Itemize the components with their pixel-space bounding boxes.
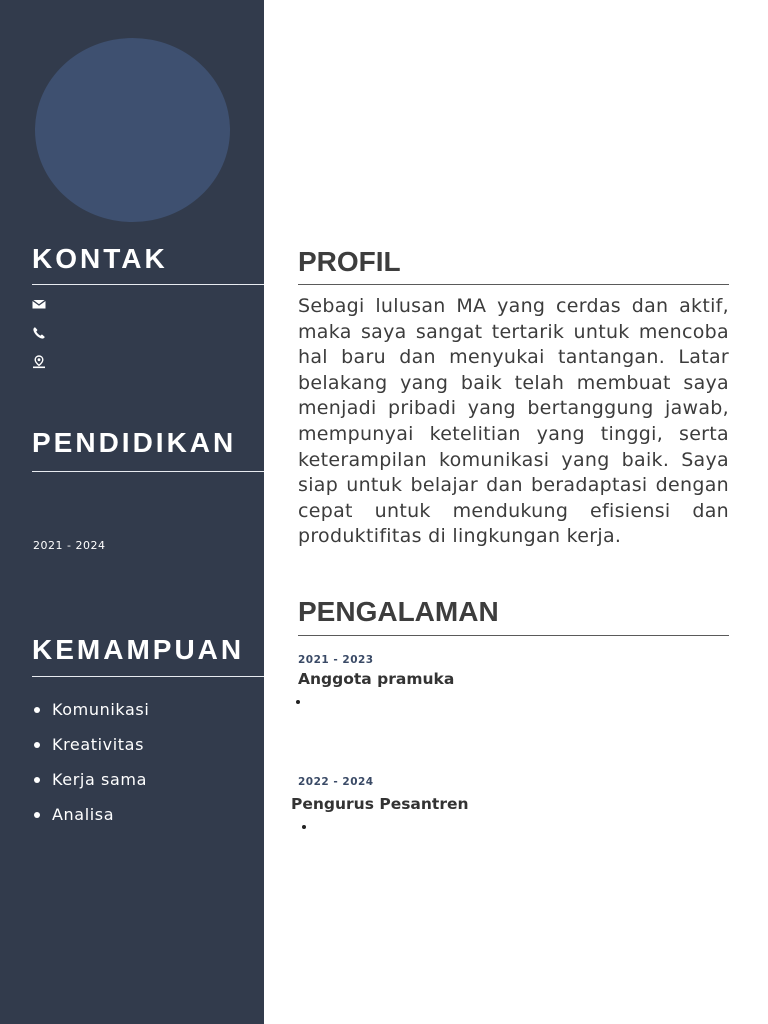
experience-divider <box>298 635 729 636</box>
skills-heading: KEMAMPUAN <box>32 634 245 665</box>
experience-title: Pengurus Pesantren <box>291 795 469 813</box>
experience-heading: PENGALAMAN <box>298 596 499 627</box>
location-pin-icon <box>32 355 46 369</box>
skill-item: Komunikasi <box>32 697 149 732</box>
experience-years: 2022 - 2024 <box>298 776 374 788</box>
skill-item: Kreativitas <box>32 732 149 767</box>
skill-item: Kerja sama <box>32 767 149 802</box>
experience-bullet <box>302 825 306 829</box>
skills-list <box>32 697 149 837</box>
profile-heading: PROFIL <box>298 246 401 277</box>
contact-heading: KONTAK <box>32 243 168 274</box>
profile-paragraph: Sebagi lulusan MA yang cerdas dan aktif, maka saya sangat tertarik untuk mencoba hal baru dan menyukai tantangan. Latar belakang yang baik telah membuat saya menjadi pribadi yang bertanggung jawab, mempunyai ketelitian yang tinggi, serta keterampilan komunikasi yang baik. Saya siap untuk belajar dan beradaptasi dengan cepat untuk mendukung efisiensi dan produktifitas di lingkungan kerja. <box>298 295 729 548</box>
envelope-icon <box>32 297 46 311</box>
education-heading: PENDIDIKAN <box>32 427 237 458</box>
education-divider <box>32 471 264 472</box>
experience-title: Anggota pramuka <box>298 670 455 688</box>
profile-photo-placeholder <box>35 38 230 222</box>
contact-divider <box>32 284 264 285</box>
experience-bullet <box>296 700 300 704</box>
phone-icon <box>32 326 46 340</box>
experience-years: 2021 - 2023 <box>298 654 374 666</box>
sidebar <box>0 0 264 1024</box>
education-years: 2021 - 2024 <box>33 539 106 552</box>
profile-divider <box>298 284 729 285</box>
skill-item: Analisa <box>32 802 149 837</box>
skills-divider <box>32 676 264 677</box>
